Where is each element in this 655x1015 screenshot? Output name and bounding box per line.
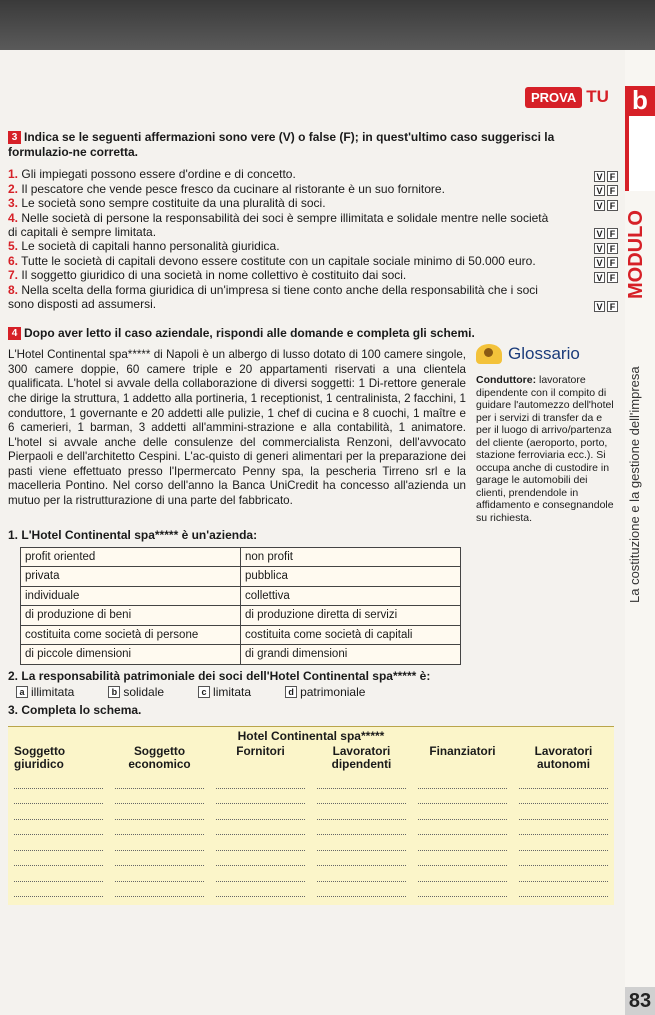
- true-false-boxes: [594, 185, 618, 196]
- true-checkbox[interactable]: V: [594, 228, 605, 239]
- true-checkbox[interactable]: V: [594, 243, 605, 254]
- answer-line[interactable]: [317, 882, 406, 898]
- statement-item: [8, 283, 618, 312]
- table-cell[interactable]: collettiva: [241, 586, 461, 606]
- statement-item: [8, 211, 618, 240]
- answer-line[interactable]: [216, 773, 305, 789]
- answer-line[interactable]: [115, 789, 204, 805]
- answer-line[interactable]: [519, 789, 608, 805]
- table-cell[interactable]: costituita come società di capitali: [241, 625, 461, 645]
- exercise-number: 4: [8, 327, 21, 340]
- question-2: [8, 669, 618, 683]
- answer-line[interactable]: [115, 773, 204, 789]
- answer-line[interactable]: [14, 882, 103, 898]
- statement-number: 8.: [8, 282, 19, 297]
- option-text: solidale: [123, 684, 165, 699]
- true-false-boxes: [594, 171, 618, 182]
- table-cell[interactable]: costituita come società di persone: [21, 625, 241, 645]
- exercise-3-instruction: Indica se le seguenti affermazioni sono vere (V) o false (F); in quest'ultimo caso suggerisci la formulazio-ne corretta.: [8, 130, 555, 159]
- table-cell[interactable]: individuale: [21, 586, 241, 606]
- schema-column-header: Fornitori: [236, 744, 285, 759]
- table-cell[interactable]: di produzione diretta di servizi: [241, 606, 461, 626]
- statement-text: Le società sono sempre costituite da una pluralità di soci.: [21, 196, 326, 210]
- answer-line[interactable]: [317, 851, 406, 867]
- statement-text: Tutte le società di capitali devono essere costitute con un capitale sociale minimo di 50.000 euro.: [21, 253, 536, 268]
- answer-line[interactable]: [115, 835, 204, 851]
- answer-line[interactable]: [317, 835, 406, 851]
- prova-label: PROVA: [525, 87, 582, 108]
- top-dark-band: [0, 0, 655, 50]
- true-false-boxes: [594, 272, 618, 283]
- schema-column: [311, 745, 412, 897]
- answer-line[interactable]: [216, 851, 305, 867]
- question-number: 2.: [8, 668, 19, 683]
- answer-line[interactable]: [519, 851, 608, 867]
- statement-number: 6.: [8, 253, 19, 268]
- true-false-boxes: [594, 200, 618, 211]
- exercise-4-instruction: Dopo aver letto il caso aziendale, rispondi alle domande e completa gli schemi.: [24, 325, 475, 340]
- statement-number: 5.: [8, 239, 19, 254]
- table-row: [21, 645, 461, 665]
- glossary-header: [476, 344, 616, 364]
- answer-line[interactable]: [418, 835, 507, 851]
- glossary-title: Glossario: [508, 344, 580, 364]
- schema-box: [8, 726, 614, 905]
- answer-line[interactable]: [14, 789, 103, 805]
- answer-option[interactable]: [108, 685, 164, 699]
- answer-option[interactable]: [16, 685, 74, 699]
- characteristics-table: [20, 547, 461, 665]
- question-number: 3.: [8, 703, 19, 718]
- answer-line[interactable]: [216, 835, 305, 851]
- statement-list: [8, 167, 618, 312]
- answer-line[interactable]: [115, 882, 204, 898]
- answer-line[interactable]: [519, 866, 608, 882]
- option-text: illimitata: [31, 684, 75, 699]
- answer-line[interactable]: [14, 835, 103, 851]
- statement-item: [8, 268, 618, 283]
- schema-column-header: Soggetto economico: [128, 744, 191, 772]
- answer-line[interactable]: [418, 866, 507, 882]
- answer-line[interactable]: [216, 882, 305, 898]
- schema-column-header: Lavoratori dipendenti: [331, 744, 392, 772]
- question-text: L'Hotel Continental spa***** è un'azienda:: [21, 528, 258, 543]
- option-letter[interactable]: c: [198, 686, 210, 698]
- true-checkbox[interactable]: V: [594, 185, 605, 196]
- exercise-3: [8, 130, 618, 312]
- true-checkbox[interactable]: V: [594, 257, 605, 268]
- answer-line[interactable]: [14, 820, 103, 836]
- false-checkbox[interactable]: F: [607, 243, 618, 254]
- statement-text: Nelle società di persone la responsabilità dei soci è sempre illimitata e solidale mentre nelle società di capitali è sempre limitata.: [8, 210, 549, 239]
- false-checkbox[interactable]: F: [607, 301, 618, 312]
- true-checkbox[interactable]: V: [594, 171, 605, 182]
- answer-line[interactable]: [418, 820, 507, 836]
- statement-number: 7.: [8, 268, 19, 283]
- schema-columns: [8, 745, 614, 897]
- table-row: [21, 625, 461, 645]
- table-row: [21, 547, 461, 567]
- table-cell[interactable]: non profit: [241, 547, 461, 567]
- corner-letter: b: [625, 86, 655, 116]
- statement-text: Nella scelta della forma giuridica di un'impresa si tiene conto anche della responsabilità che i soci sono disposti ad assumersi.: [8, 282, 538, 312]
- answer-line[interactable]: [317, 820, 406, 836]
- true-false-boxes: [594, 243, 618, 254]
- schema-title: Hotel Continental spa*****: [237, 728, 385, 743]
- question-number: 1.: [8, 528, 19, 543]
- answer-line[interactable]: [14, 773, 103, 789]
- book-page: [0, 50, 655, 1015]
- statement-item: [8, 182, 618, 197]
- answer-line[interactable]: [317, 789, 406, 805]
- answer-line[interactable]: [216, 820, 305, 836]
- answer-option[interactable]: [285, 685, 365, 699]
- exercise-4: [8, 326, 618, 906]
- statement-number: 4.: [8, 210, 19, 225]
- schema-column: [109, 745, 210, 897]
- glossary-term: Conduttore:: [476, 374, 537, 387]
- true-false-boxes: [594, 228, 618, 239]
- answer-line[interactable]: [115, 851, 204, 867]
- schema-column: [210, 745, 311, 897]
- answer-line[interactable]: [216, 804, 305, 820]
- option-text: limitata: [213, 684, 252, 699]
- table-cell[interactable]: privata: [21, 567, 241, 587]
- table-row: [21, 606, 461, 626]
- page-number: 83: [625, 987, 655, 1015]
- module-label: MODULO: [625, 210, 647, 300]
- answer-line[interactable]: [519, 835, 608, 851]
- table-cell[interactable]: di produzione di beni: [21, 606, 241, 626]
- answer-line[interactable]: [418, 789, 507, 805]
- answer-line[interactable]: [216, 866, 305, 882]
- answer-line[interactable]: [317, 866, 406, 882]
- false-checkbox[interactable]: F: [607, 200, 618, 211]
- chef-hat-icon: [476, 344, 502, 364]
- question-3: [8, 703, 618, 717]
- table-cell[interactable]: pubblica: [241, 567, 461, 587]
- answer-options: [16, 685, 618, 699]
- answer-line[interactable]: [418, 851, 507, 867]
- statement-text: Gli impiegati possono essere d'ordine e di concetto.: [21, 167, 296, 181]
- answer-line[interactable]: [519, 804, 608, 820]
- table-cell[interactable]: profit oriented: [21, 547, 241, 567]
- answer-line[interactable]: [115, 820, 204, 836]
- glossary-definition: lavoratore dipendente con il compito di guidare l'automezzo dell'hotel per i servizi di transfer da e per il luogo di arrivo/partenza del cliente (aeroporto, porto, stazione ferroviaria ecc.). Si occupa anche di custodire in garage le automobili dei clienti, prendendole in affidamento e consegnandole su richiesta.: [476, 374, 614, 524]
- answer-line[interactable]: [317, 804, 406, 820]
- answer-line[interactable]: [317, 773, 406, 789]
- answer-line[interactable]: [418, 804, 507, 820]
- exercise-4-title: [8, 326, 618, 341]
- page-content: [8, 130, 618, 905]
- true-checkbox[interactable]: V: [594, 301, 605, 312]
- true-false-boxes: [594, 257, 618, 268]
- schema-column-header: Soggetto giuridico: [14, 744, 66, 772]
- answer-line[interactable]: [519, 773, 608, 789]
- case-study: [8, 344, 618, 524]
- option-letter[interactable]: b: [108, 686, 120, 698]
- schema-column: [513, 745, 614, 897]
- side-band: [625, 50, 655, 1015]
- answer-option[interactable]: [198, 685, 251, 699]
- answer-line[interactable]: [418, 773, 507, 789]
- answer-line[interactable]: [14, 804, 103, 820]
- option-letter[interactable]: d: [285, 686, 297, 698]
- answer-line[interactable]: [519, 820, 608, 836]
- table-row: [21, 567, 461, 587]
- statement-text: Il soggetto giuridico di una società in nome collettivo è costituito dai soci.: [21, 268, 407, 283]
- schema-column-header: Lavoratori autonomi: [534, 744, 593, 772]
- schema-column-header: Finanziatori: [429, 744, 496, 759]
- question-1: [8, 528, 618, 542]
- statement-item: [8, 239, 618, 254]
- schema-column: [8, 745, 109, 897]
- statement-text: Le società di capitali hanno personalità giuridica.: [21, 239, 280, 254]
- statement-text: Il pescatore che vende pesce fresco da cucinare al ristorante è un suo fornitore.: [21, 181, 445, 196]
- case-text: L'Hotel Continental spa***** di Napoli è un albergo di lusso dotato di 100 camere singole, 300 camere doppie, 60 camere triple e 20 appartamenti riservati a una clientela qualificata. L'hotel si avvale della collaborazione di diversi soggetti: 1 Di-rettore generale che dirige la struttura, 1 addetto alla portineria, 1 receptionist, 1 centralinista, 2 facchini, 1 conduttore, 1 governante e 20 addetti alle pulizie, 1 chef di cucina e 8 cuochi, 1 maître e 6 camerieri, 1 barman, 3 addetti all'ammini-strazione e alla contabilità, 1 animatore. L'hotel si avvale anche delle consulenze del commercialista Renzoni, dell'avvocato Pierpaoli e dell'architetto Cespini. L'ac-quisto di generi alimentari per la preparazione dei pasti viene effettuato presso l'Ipermercato Penny spa, la pescheria Tirreno srl e la macelleria Pontino. Nel corso dell'anno la Banca UniCredit ha concesso all'azienda un mutuo per la ristrutturazione di una parte del fabbricato.: [8, 348, 466, 508]
- question-text: Completa lo schema.: [21, 703, 142, 718]
- schema-column: [412, 745, 513, 897]
- answer-line[interactable]: [216, 789, 305, 805]
- prova-tu-badge: [525, 86, 609, 108]
- false-checkbox[interactable]: F: [607, 228, 618, 239]
- tu-label: TU: [586, 87, 609, 106]
- running-title: La costituzione e la gestione dell'impresa: [627, 366, 642, 604]
- exercise-number: 3: [8, 131, 21, 144]
- statement-item: [8, 254, 618, 269]
- true-checkbox[interactable]: V: [594, 200, 605, 211]
- exercise-3-title: [8, 130, 618, 159]
- statement-number: 3.: [8, 196, 19, 210]
- answer-line[interactable]: [115, 866, 204, 882]
- glossary-entry: [476, 374, 616, 524]
- question-text: La responsabilità patrimoniale dei soci dell'Hotel Continental spa***** è:: [21, 668, 431, 683]
- table-row: [21, 586, 461, 606]
- option-letter[interactable]: a: [16, 686, 28, 698]
- statement-item: [8, 167, 618, 182]
- statement-number: 1.: [8, 167, 19, 181]
- true-checkbox[interactable]: V: [594, 272, 605, 283]
- false-checkbox[interactable]: F: [607, 185, 618, 196]
- table-cell[interactable]: di grandi dimensioni: [241, 645, 461, 665]
- answer-line[interactable]: [14, 866, 103, 882]
- glossary-box: [476, 344, 616, 524]
- true-false-boxes: [594, 301, 618, 312]
- false-checkbox[interactable]: F: [607, 272, 618, 283]
- answer-line[interactable]: [418, 882, 507, 898]
- false-checkbox[interactable]: F: [607, 171, 618, 182]
- false-checkbox[interactable]: F: [607, 257, 618, 268]
- statement-number: 2.: [8, 181, 19, 196]
- answer-line[interactable]: [519, 882, 608, 898]
- table-cell[interactable]: di piccole dimensioni: [21, 645, 241, 665]
- statement-item: [8, 196, 618, 211]
- answer-line[interactable]: [14, 851, 103, 867]
- answer-line[interactable]: [115, 804, 204, 820]
- option-text: patrimoniale: [300, 684, 366, 699]
